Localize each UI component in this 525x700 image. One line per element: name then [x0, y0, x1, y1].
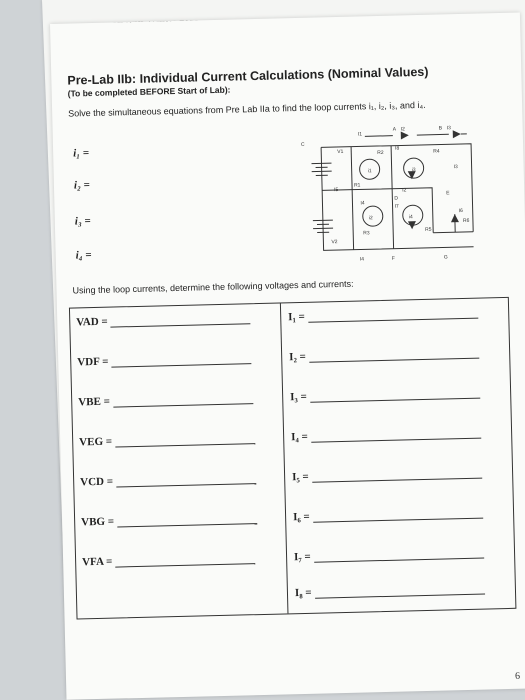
voltage-label: VEG = [79, 435, 113, 449]
label-node-e: E [446, 190, 450, 197]
voltage-row-vbg [81, 512, 257, 528]
loop-current-i2: i₂ = [73, 179, 91, 192]
current-row-i3 [290, 387, 480, 404]
label-v2: V2 [331, 239, 338, 246]
current-label: I₂ = [289, 350, 306, 364]
current-label: I₃ = [290, 390, 307, 404]
label-node-c: C [300, 141, 305, 148]
label-branch-i3: I3 [446, 125, 451, 132]
label-r2: R2 [377, 149, 384, 157]
section-prompt: Using the loop currents, determine the following voltages and currents: [72, 278, 354, 296]
label-r5: R5 [425, 226, 432, 233]
answer-blank[interactable] [314, 557, 484, 563]
answer-blank[interactable] [113, 402, 253, 407]
label-v1: V1 [337, 148, 344, 156]
answer-blank[interactable] [117, 522, 257, 527]
answer-blank[interactable] [115, 562, 255, 567]
worksheet-page [50, 13, 525, 700]
label-branch-i8: I8 [395, 145, 400, 152]
voltage-row-vcd [80, 472, 256, 488]
answer-blank[interactable] [312, 477, 482, 483]
voltage-row-vfa [82, 552, 255, 568]
label-branch-i3-right: I3 [453, 164, 458, 171]
current-row-i2 [289, 347, 479, 364]
label-r4: R4 [433, 148, 440, 155]
label-node-d: D [394, 195, 399, 202]
answer-blank[interactable] [115, 442, 255, 447]
label-branch-i1: I1 [357, 131, 363, 138]
answer-blank[interactable] [315, 593, 485, 599]
current-label: I₁ = [288, 310, 305, 324]
voltage-row-vbe [78, 392, 253, 408]
current-row-i6 [293, 507, 483, 524]
loop-current-i4: i₄ = [75, 249, 92, 262]
voltage-label: VBE = [78, 395, 111, 409]
circuit-diagram [281, 121, 495, 276]
answer-table [69, 297, 516, 620]
label-node-f: F [391, 255, 395, 262]
answer-blank[interactable] [112, 362, 252, 367]
answer-blank[interactable] [111, 322, 251, 327]
label-loop-i3: i3 [411, 167, 416, 174]
page-title: Pre-Lab IIb: Individual Current Calculations (Nominal Values) [67, 64, 429, 88]
label-loop-i1: i1 [367, 168, 372, 175]
current-label: I₆ = [292, 510, 310, 524]
label-branch-i5: I5 [334, 187, 339, 194]
label-node-a: A [392, 126, 397, 133]
label-branch-i6: I6 [458, 207, 463, 215]
label-loop-i4: i4 [408, 214, 413, 221]
answer-blank[interactable] [313, 517, 483, 523]
voltage-label: VDF = [77, 355, 109, 369]
current-row-i7 [294, 547, 484, 564]
answer-blank[interactable] [311, 437, 481, 443]
label-branch-i7: I7 [394, 203, 399, 210]
label-branch-i2: I2 [400, 126, 405, 133]
label-node-b: B [438, 125, 443, 132]
instructions: Solve the simultaneous equations from Pre Lab IIa to find the loop currents i₁, i₂, i₃, and i₄. [68, 99, 426, 119]
current-row-i4 [291, 427, 481, 444]
label-r3: R3 [363, 230, 370, 237]
page-number: 6 [514, 670, 521, 682]
label-r6: R6 [462, 217, 470, 224]
current-label: I₇ = [293, 550, 311, 564]
answer-blank[interactable] [309, 357, 479, 363]
voltage-row-vad [76, 312, 251, 328]
current-row-i1 [288, 307, 478, 324]
voltage-label: VFA = [82, 555, 113, 569]
answer-blank[interactable] [310, 397, 480, 403]
label-loop-i2: i2 [368, 215, 373, 222]
voltage-row-veg [79, 432, 255, 448]
voltage-label: VCD = [80, 475, 114, 489]
label-branch-i4: I4 [360, 200, 365, 207]
label-r1: R1 [353, 182, 361, 189]
current-label: I₈ = [294, 586, 312, 600]
current-label: I₅ = [291, 470, 309, 484]
loop-current-i1: i₁ = [73, 147, 90, 160]
table-divider [280, 303, 289, 613]
page-subtitle: (To be completed BEFORE Start of Lab): [67, 84, 231, 99]
loop-current-i3: i₃ = [74, 215, 91, 228]
current-row-i8 [295, 583, 485, 600]
answer-blank[interactable] [116, 482, 256, 487]
label-branch-i4-bottom: I4 [359, 256, 365, 263]
answer-blank[interactable] [308, 317, 478, 323]
label-node-g: G [443, 254, 448, 261]
current-label: I₄ = [291, 430, 308, 444]
voltage-label: VBG = [81, 515, 115, 529]
current-row-i5 [292, 467, 482, 484]
voltage-label: VAD = [76, 315, 108, 329]
voltage-row-vdf [77, 352, 251, 368]
label-branch-i2-mid: I2 [402, 187, 407, 194]
